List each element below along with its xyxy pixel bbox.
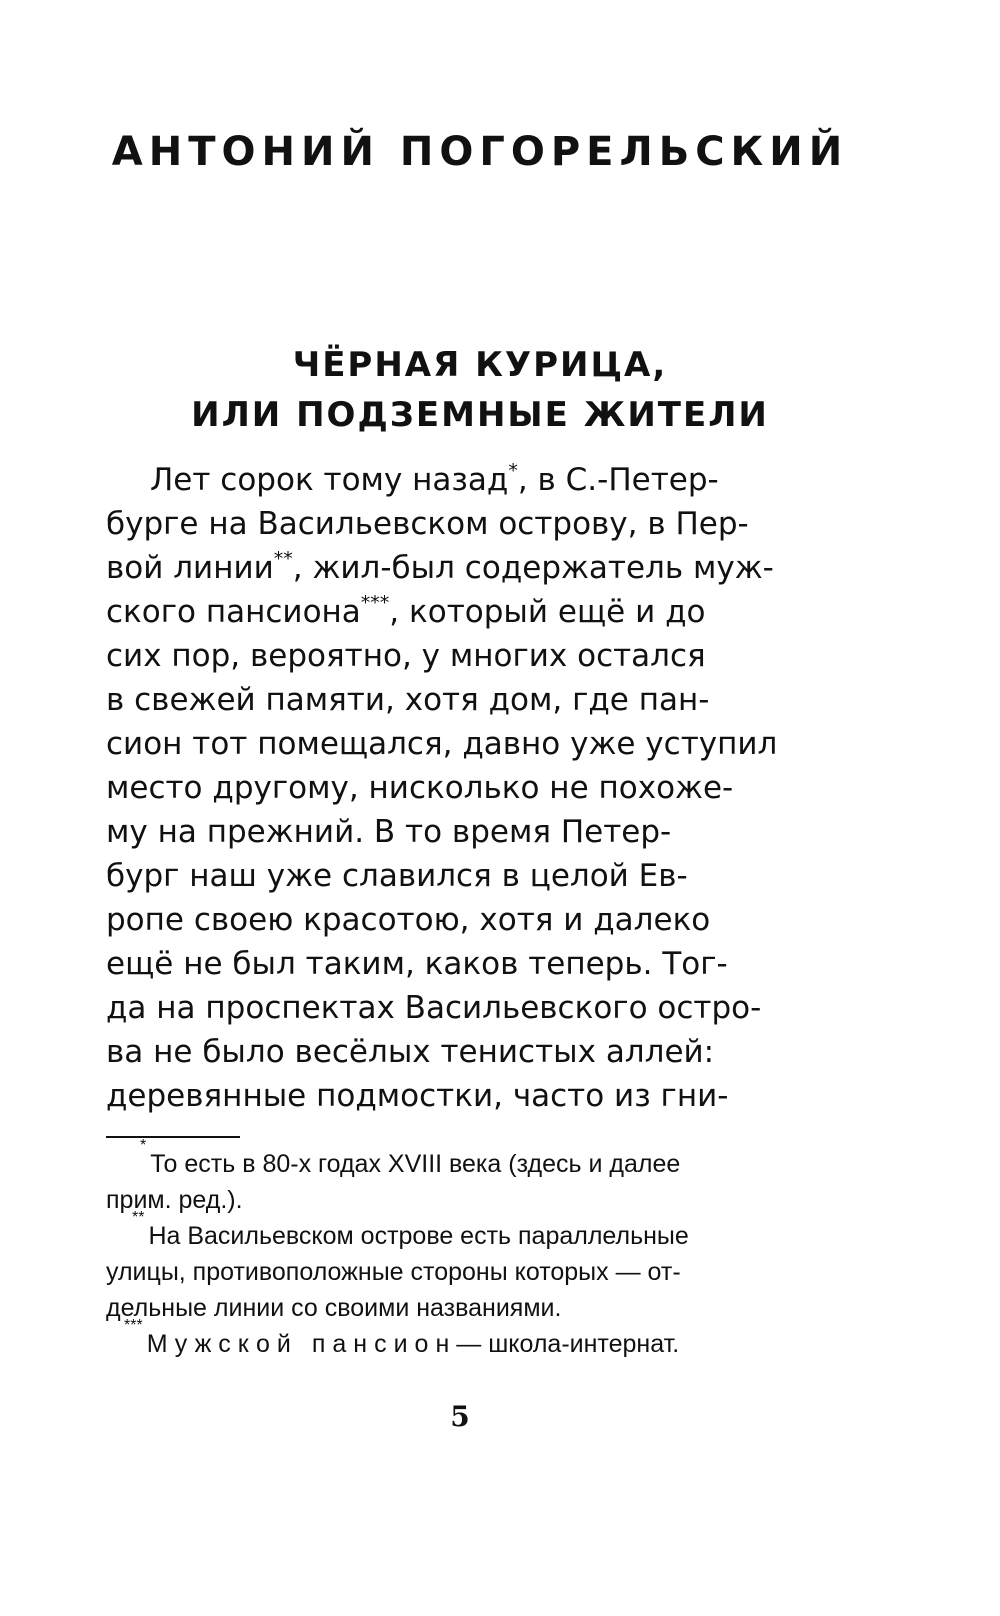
text-line: сион тот помещался, давно уже уступил xyxy=(106,726,778,762)
footnote-mark-1: * xyxy=(140,1137,147,1154)
text-line: ещё не был таким, каков теперь. Тог- xyxy=(106,946,728,982)
footnotes xyxy=(106,1137,816,1362)
page-number: 5 xyxy=(450,1400,470,1433)
text-fragment: вой линии**, жил-был содержатель муж- xyxy=(106,548,774,586)
text-line: деревянные подмостки, часто из гни- xyxy=(106,1078,729,1114)
footnote-2 xyxy=(106,1209,816,1254)
footnote-ref-3: *** xyxy=(360,592,390,614)
footnote-3 xyxy=(106,1317,816,1362)
text-line xyxy=(106,458,816,502)
footnote-mark-2: ** xyxy=(132,1209,145,1226)
text-line xyxy=(106,590,816,634)
footnote-2-cont: дельные линии со своими названиями. xyxy=(106,1294,562,1322)
text-fragment: Лет сорок тому назад*, в С.-Петер- xyxy=(150,460,719,498)
footnote-mark-3: *** xyxy=(124,1317,143,1334)
story-title xyxy=(0,340,960,440)
footnote-1 xyxy=(106,1137,816,1182)
story-title-line-1: ЧЁРНАЯ КУРИЦА, xyxy=(292,345,668,385)
footnote-divider xyxy=(106,1136,240,1138)
author-name: АНТОНИЙ ПОГОРЕЛЬСКИЙ xyxy=(111,129,849,175)
text-line xyxy=(106,546,816,590)
footnote-term: Мужской пансион xyxy=(146,1330,457,1358)
text-line: место другому, нисколько не похоже- xyxy=(106,770,734,806)
footnote-text: На Васильевском острове есть параллельные xyxy=(148,1222,689,1250)
story-title-line-2: ИЛИ ПОДЗЕМНЫЕ ЖИТЕЛИ xyxy=(191,395,769,435)
footnote-ref-2: ** xyxy=(273,548,293,570)
text-line: ва не было весёлых тенистых аллей: xyxy=(106,1034,715,1070)
text-line: в свежей памяти, хотя дом, где пан- xyxy=(106,682,710,718)
text-line: сих пор, вероятно, у многих остался xyxy=(106,638,706,674)
text-line: ропе своею красотою, хотя и далеко xyxy=(106,902,711,938)
body-paragraph xyxy=(106,458,816,1118)
footnote-2-cont: улицы, противоположные стороны которых — от- xyxy=(106,1258,681,1286)
footnote-ref-1: * xyxy=(508,460,518,482)
text-line: му на прежний. В то время Петер- xyxy=(106,814,672,850)
text-line: да на проспектах Васильевского остро- xyxy=(106,990,762,1026)
text-fragment: ского пансиона***, который ещё и до xyxy=(106,592,706,630)
text-line: бурге на Васильевском острову, в Пер- xyxy=(106,506,749,542)
footnote-text: — школа-интернат. xyxy=(456,1330,680,1358)
text-line: бург наш уже славился в целой Ев- xyxy=(106,858,688,894)
footnote-1-cont: прим. ред.). xyxy=(106,1186,243,1214)
footnote-text: То есть в 80-х годах XVIII века (здесь и далее xyxy=(150,1150,681,1178)
